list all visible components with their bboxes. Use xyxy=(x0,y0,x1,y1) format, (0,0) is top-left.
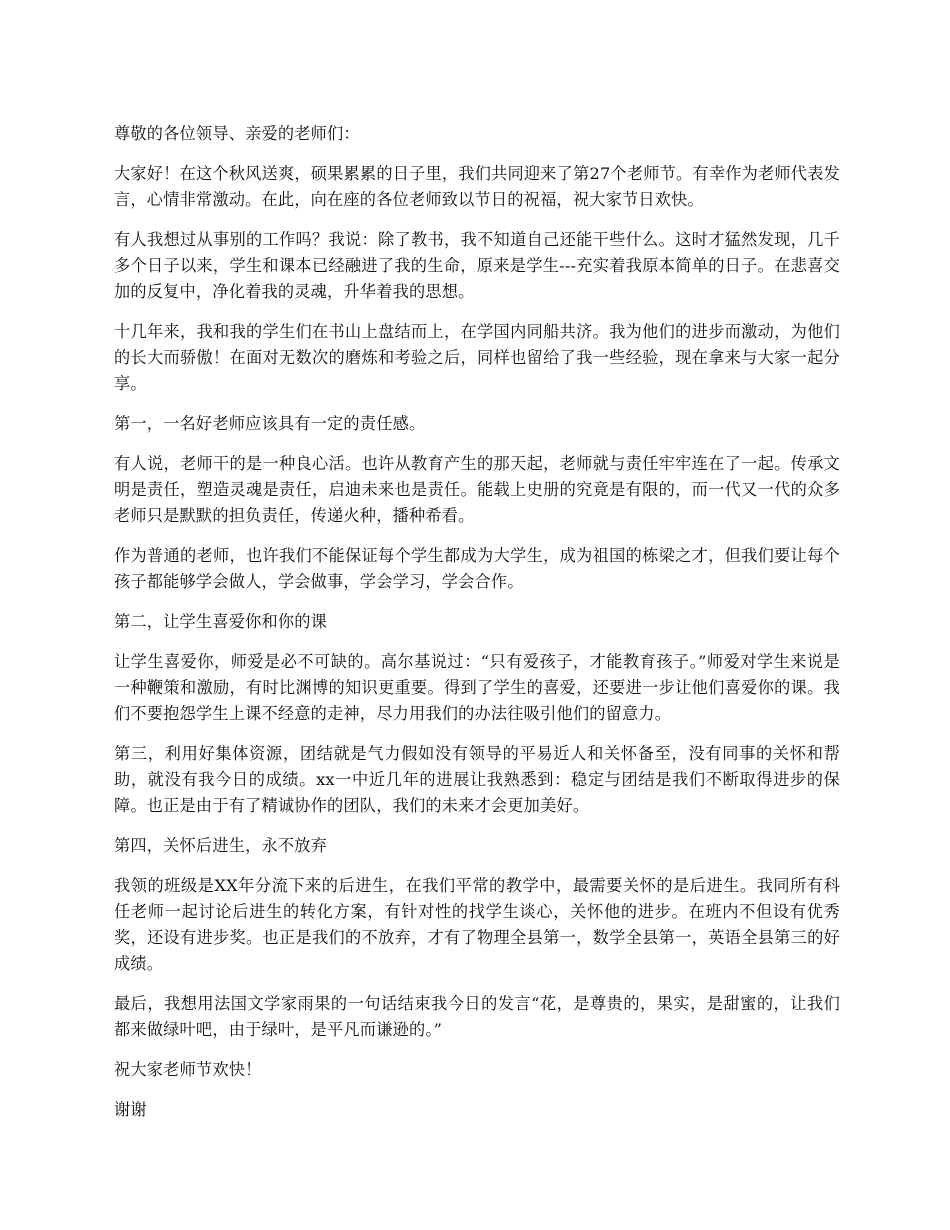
paragraph-greeting: 大家好！在这个秋风送爽，硕果累累的日子里，我们共同迎来了第27个老师节。有幸作为老师代表发言，心情非常激动。在此，向在座的各位老师致以节日的祝福，祝大家节日欢快。 xyxy=(114,164,840,209)
paragraph-experience: 十几年来，我和我的学生们在书山上盘结而上，在学国内同船共济。我为他们的进步而激动，为他们的长大而骄傲！在面对无数次的磨炼和考验之后，同样也留给了我一些经验，现在拿来与大家一起分享。 xyxy=(114,322,840,393)
salutation: 尊敬的各位领导、亲爱的老师们： xyxy=(114,124,360,143)
heading-point-four: 第四，关怀后进生，永不放弃 xyxy=(114,836,328,855)
paragraph-class-story: 我领的班级是XX年分流下来的后进生，在我们平常的教学中，最需要关怀的是后进生。我同所有科任老师一起讨论后进生的转化方案，有针对性的找学生谈心，关怀他的进步。在班内不但设有优秀奖，还设有进步奖。也正是我们的不放弃，才有了物理全县第一，数学全县第一，英语全县第三的好成绩。 xyxy=(114,876,840,973)
paragraph-responsibility: 有人说，老师干的是一种良心活。也许从教育产生的那天起，老师就与责任牢牢连在了一起。传承文明是责任，塑造灵魂是责任，启迪未来也是责任。能载上史册的究竟是有限的，而一代又一代的众多老师只是默默的担负责任，传递火种，播种希看。 xyxy=(114,454,840,525)
paragraph-point-three: 第三，利用好集体资源，团结就是气力假如没有领导的平易近人和关怀备至，没有同事的关怀和帮助，就没有我今日的成绩。xx一中近几年的进展让我熟悉到：稳定与团结是我们不断取得进步的保障。也正是由于有了精诚协作的团队，我们的未来才会更加美好。 xyxy=(114,744,840,815)
paragraph-teacher-love: 让学生喜爱你，师爱是必不可缺的。高尔基说过：“只有爱孩子，才能教育孩子。”师爱对学生来说是一种鞭策和激励，有时比渊博的知识更重要。得到了学生的喜爱，还要进一步让他们喜爱你的课。我们不要抱怨学生上课不经意的走神，尽力用我们的办法往吸引他们的留意力。 xyxy=(114,652,840,723)
document-body xyxy=(114,121,840,1137)
heading-point-two: 第二，让学生喜爱你和你的课 xyxy=(114,612,328,631)
paragraph-closing-quote: 最后，我想用法国文学家雨果的一句话结束我今日的发言“花，是尊贵的，果实，是甜蜜的，让我们都来做绿叶吧，由于绿叶，是平凡而谦逊的。” xyxy=(114,994,840,1039)
paragraph-reflection: 有人我想过从事别的工作吗？我说：除了教书，我不知道自己还能干些什么。这时才猛然发现，几千多个日子以来，学生和课本已经融进了我的生命，原来是学生---充实着我原本简单的日子。在悲喜交加的反复中，净化着我的灵魂，升华着我的思想。 xyxy=(114,230,840,301)
paragraph-thanks: 谢谢 xyxy=(114,1100,147,1119)
paragraph-wishes: 祝大家老师节欢快！ xyxy=(114,1060,262,1079)
heading-point-one: 第一，一名好老师应该具有一定的责任感。 xyxy=(114,414,426,433)
paragraph-ordinary-teacher: 作为普通的老师，也许我们不能保证每个学生都成为大学生，成为祖国的栋梁之才，但我们要让每个孩子都能够学会做人，学会做事，学会学习，学会合作。 xyxy=(114,546,840,591)
